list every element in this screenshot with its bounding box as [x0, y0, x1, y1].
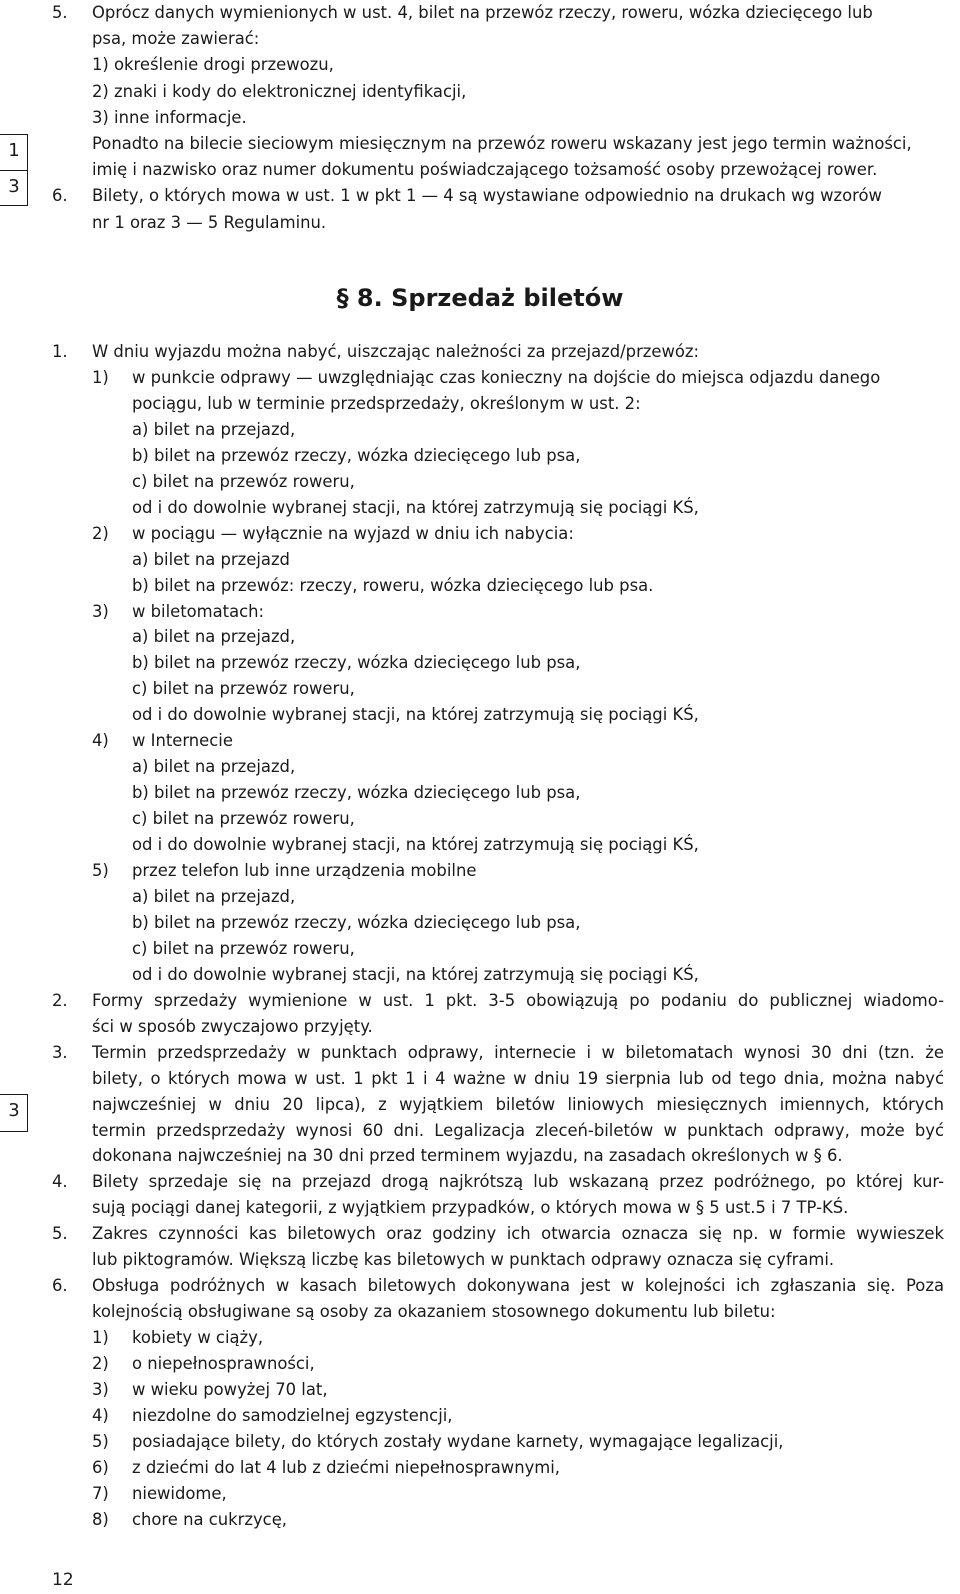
item-number: 2.	[52, 990, 68, 1010]
item-text: w biletomatach:	[132, 601, 265, 621]
item-text: 2) znaki i kody do elektronicznej identyfikacji,	[92, 81, 467, 101]
item-number: 3)	[92, 1380, 109, 1399]
item-number: 6.	[52, 1276, 68, 1296]
page-number: 12	[52, 1570, 74, 1590]
item-text: od i do dowolnie wybranej stacji, na której zatrzymują się pociągi KŚ,	[132, 705, 699, 725]
item-text: od i do dowolnie wybranej stacji, na której zatrzymują się pociągi KŚ,	[132, 835, 699, 855]
item-number: 4.	[52, 1172, 68, 1192]
item-text: dokonana najwcześniej na 30 dni przed terminem wyjazdu, na zasadach określonych w § 6.	[92, 1146, 843, 1166]
item-text: nr 1 oraz 3 — 5 Regulaminu.	[92, 212, 327, 232]
item-text: posiadające bilety, do których zostały wydane karnety, wymagające legalizacji,	[132, 1431, 784, 1451]
item-number: 8)	[92, 1509, 109, 1529]
item-text: ści w sposób zwyczajowo przyjęty.	[92, 1016, 373, 1036]
item-text: kolejnością obsługiwane są osoby za okazaniem stosownego dokumentu lub biletu:	[92, 1302, 776, 1322]
margin-annotation-divider	[0, 170, 28, 171]
item-text: W dniu wyjazdu można nabyć, uiszczając należności za przejazd/przewóz:	[92, 342, 700, 361]
item-text: b) bilet na przewóz rzeczy, wózka dziecięcego lub psa,	[132, 912, 581, 932]
item-text: imię i nazwisko oraz numer dokumentu poświadczającego tożsamość osoby przewożącej rower.	[92, 160, 878, 180]
item-text: lub piktogramów. Większą liczbę kas biletowych w punktach odprawy oznacza się cyframi.	[92, 1250, 835, 1270]
item-text: termin przedsprzedaży wynosi 60 dni. Legalizacja zleceń-biletów w punktach odprawy, może być	[92, 1120, 944, 1140]
item-number: 4)	[92, 1405, 109, 1425]
item-number: 1)	[92, 367, 109, 387]
item-text: niezdolne do samodzielnej egzystencji,	[132, 1405, 453, 1425]
item-text: Termin przedsprzedaży w punktach odprawy, internecie i w biletomatach wynosi 30 dni (tzn. że	[92, 1042, 944, 1062]
item-text: w Internecie	[132, 731, 233, 751]
item-number: 4)	[92, 731, 109, 751]
item-text: w pociągu — wyłącznie na wyjazd w dniu ich nabycia:	[132, 523, 574, 543]
item-text: Oprócz danych wymienionych w ust. 4, bilet na przewóz rzeczy, roweru, wózka dziecięcego lub	[92, 3, 873, 22]
item-text: 3) inne informacje.	[92, 107, 247, 127]
margin-annotation-lower: 3	[8, 176, 20, 197]
item-text: Bilety, o których mowa w ust. 1 w pkt 1 — 4 są wystawiane odpowiednio na drukach wg wzorów	[92, 186, 882, 206]
item-number: 5)	[92, 861, 109, 880]
section-heading: § 8. Sprzedaż biletów	[336, 284, 624, 312]
item-number: 6.	[52, 186, 68, 206]
item-text: z dziećmi do lat 4 lub z dziećmi niepełnosprawnymi,	[132, 1457, 561, 1477]
item-text: od i do dowolnie wybranej stacji, na której zatrzymują się pociągi KŚ,	[132, 497, 699, 517]
item-text: c) bilet na przewóz roweru,	[132, 938, 355, 958]
item-text: Ponadto na bilecie sieciowym miesięcznym na przewóz roweru wskazany jest jego termin ważności,	[92, 134, 912, 153]
item-text: 1) określenie drogi przewozu,	[92, 55, 334, 75]
margin-annotation-upper: 1	[8, 140, 20, 161]
item-text: w wieku powyżej 70 lat,	[132, 1380, 328, 1399]
item-text: kobiety w ciąży,	[132, 1328, 264, 1348]
item-text: Bilety sprzedaje się na przejazd drogą najkrótszą lub wskazaną przez podróżnego, po której kur-	[92, 1172, 944, 1192]
item-text: c) bilet na przewóz roweru,	[132, 679, 355, 699]
margin-annotation-bottom-label: 3	[8, 1100, 20, 1121]
item-number: 1.	[52, 342, 68, 361]
item-text: najwcześniej w dniu 20 lipca), z wyjątkiem biletów liniowych miesięcznych imiennych, których	[92, 1094, 944, 1114]
item-text: bilety, o których mowa w ust. 1 pkt 1 i 4 ważne w dniu 19 sierpnia lub od tego dnia, można nabyć	[92, 1068, 944, 1088]
item-number: 2)	[92, 523, 109, 543]
item-text: a) bilet na przejazd,	[132, 886, 296, 906]
item-text: c) bilet na przewóz roweru,	[132, 471, 355, 491]
item-text: a) bilet na przejazd,	[132, 419, 296, 439]
item-text: pociągu, lub w terminie przedsprzedaży, określonym w ust. 2:	[132, 393, 641, 413]
item-number: 3.	[52, 1042, 68, 1062]
item-number: 3)	[92, 601, 109, 621]
item-text: Obsługa podróżnych w kasach biletowych dokonywana jest w kolejności ich zgłaszania się. Poza	[92, 1276, 944, 1296]
item-text: w punkcie odprawy — uwzględniając czas konieczny na dojście do miejsca odjazdu danego	[132, 367, 881, 387]
item-number: 5.	[52, 3, 68, 22]
item-text: niewidome,	[132, 1483, 227, 1503]
item-number: 6)	[92, 1457, 109, 1477]
item-text: o niepełnosprawności,	[132, 1354, 315, 1374]
item-text: psa, może zawierać:	[92, 29, 260, 49]
item-text: b) bilet na przewóz: rzeczy, roweru, wózka dziecięcego lub psa.	[132, 575, 654, 595]
item-number: 5)	[92, 1431, 109, 1451]
item-text: przez telefon lub inne urządzenia mobilne	[132, 861, 477, 880]
item-number: 2)	[92, 1354, 109, 1374]
item-text: Formy sprzedaży wymienione w ust. 1 pkt. 3-5 obowiązują po podaniu do publicznej wiadomo-	[92, 990, 944, 1010]
item-text: sują pociągi danej kategorii, z wyjątkiem przypadków, o których mowa w § 5 ust.5 i 7 TP-KŚ.	[92, 1198, 849, 1218]
item-text: b) bilet na przewóz rzeczy, wózka dziecięcego lub psa,	[132, 445, 581, 465]
item-text: a) bilet na przejazd,	[132, 627, 296, 647]
item-number: 1)	[92, 1328, 109, 1348]
item-number: 5.	[52, 1224, 68, 1244]
item-text: c) bilet na przewóz roweru,	[132, 809, 355, 829]
item-text: a) bilet na przejazd,	[132, 757, 296, 777]
item-text: chore na cukrzycę,	[132, 1509, 287, 1529]
item-text: a) bilet na przejazd	[132, 549, 290, 569]
item-text: b) bilet na przewóz rzeczy, wózka dziecięcego lub psa,	[132, 783, 581, 803]
item-text: od i do dowolnie wybranej stacji, na której zatrzymują się pociągi KŚ,	[132, 964, 699, 984]
item-text: Zakres czynności kas biletowych oraz godziny ich otwarcia oznacza się np. w formie wywieszek	[92, 1224, 944, 1244]
item-text: b) bilet na przewóz rzeczy, wózka dziecięcego lub psa,	[132, 653, 581, 673]
item-number: 7)	[92, 1483, 109, 1503]
